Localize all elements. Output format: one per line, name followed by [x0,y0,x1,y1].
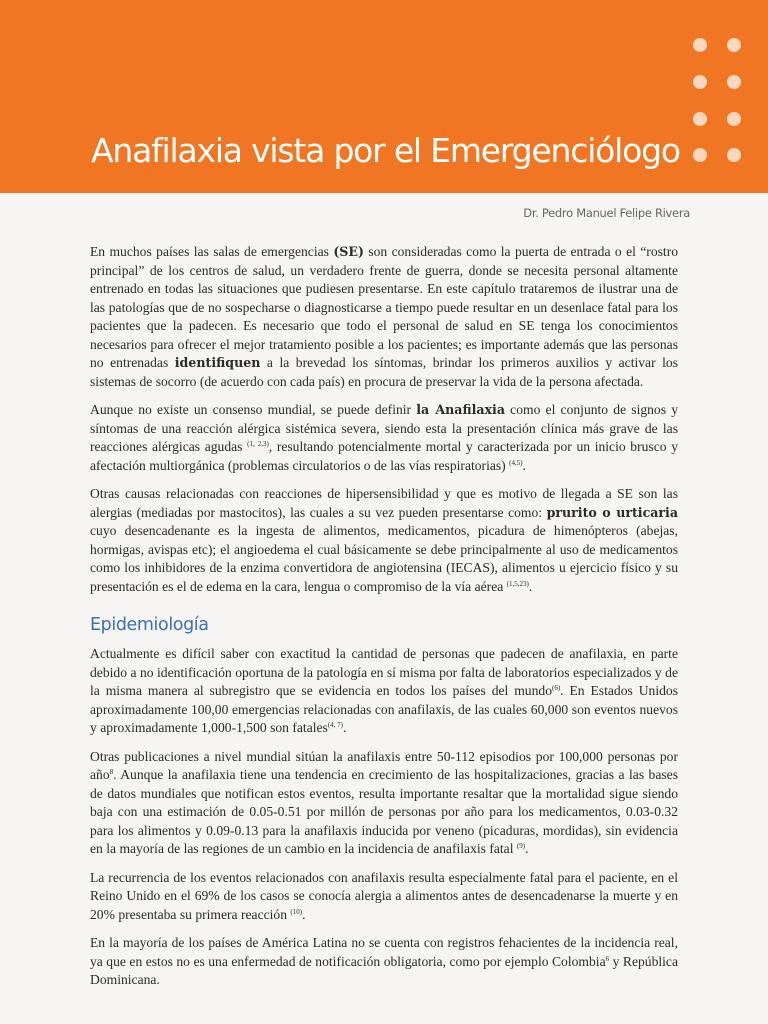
intro-paragraph-2 [90,401,678,475]
text-run: Otras publicaciones a nivel mundial sitúan la anafilaxis entre 50-112 episodios por 100,000 personas por año [90,748,678,782]
bold-term: prurito o urticaria [546,504,678,520]
section-heading-epidemiologia: Epidemiología [90,615,209,635]
header-banner [0,0,768,193]
bold-term: la Anafilaxia [416,402,506,417]
decorative-dot-grid [693,38,743,162]
text-run: . En Estados Unidos aproximadamente 100,00 emergencias relacionadas con anafilaxis, de las cuales 60,000 son eventos nuevos y aproximadamente 1,000-1,500 son fatales [90,683,678,735]
text-run: como el conjunto de signos y síntomas de una reacción alérgica sistémica severa, siendo esta la presentación clínica más grave de las reacciones alérgicas agudas [90,402,678,454]
bold-term: (SE) [333,244,364,259]
bold-term: identifiquen [174,355,261,370]
text-run: En la mayoría de los países de América Latina no se cuenta con registros fehacientes de la incidencia real, ya que en estos no es una enfermedad de notificación obligatoria, como por ejemplo Colombia [90,935,678,969]
text-run: . [343,720,347,735]
text-run: . [522,457,526,473]
citation-ref: (4, 7) [327,721,343,729]
decorative-dot [727,112,741,126]
citation-ref: (10) [290,907,303,916]
intro-paragraph-1 [90,243,678,391]
text-run: cuyo desencadenante es la ingesta de alimentos, medicamentos, picadura de himenópteros (abejas, hormigas, avispas etc); el angioedema el cual básicamente se debe principalmente al uso de medicamentos como los inhibidores de la enzima convertidora de angiotensina (IECAS), alimentos u ejercicio físico y su presentación es el de edema en la cara, lengua o compromiso de la vía aérea [90,523,678,594]
page-title: Anafilaxia vista por el Emergenciólogo [91,131,680,170]
text-run: Actualmente es difícil saber con exactitud la cantidad de personas que padecen de anafilaxia, en parte debido a no identificación oportuna de la patología en sí misma por falta de laboratorios especializados y de la misma manera al subregistro que se evidencia en todos los países del mundo [90,646,678,698]
decorative-dot [693,75,707,89]
intro-paragraph-3 [90,485,678,596]
citation-ref: (4,5) [509,458,523,467]
text-run: . [525,841,529,856]
text-run: . [302,906,306,922]
text-run: a la brevedad los síntomas, brindar los primeros auxilios y activar los sistemas de socorro (de acuerdo con cada país) en procura de preservar la vida de la persona afectada. [90,355,678,389]
text-run: y República Dominicana. [90,953,678,987]
epidemiologia-paragraph-3 [90,869,678,925]
citation-ref: 8 [109,768,114,776]
text-run: . Aunque la anafilaxia tiene una tendencia en crecimiento de las hospitalizaciones, gracias a las bases de datos mundiales que notifican estos eventos, resulta importante resaltar que la mortalidad sigue siendo baja con una estimación de 0.05-0.51 por millón de personas por año para los medicamentos, 0.03-0.32 para los alimentos y 0.09-0.13 para la anafilaxis inducida por veneno (picaduras, mordidas), sin evidencia en la mayoría de las regiones de un cambio en la incidencia de anafilaxis fatal [90,767,678,856]
decorative-dot [693,38,707,52]
citation-ref: (1,5,23) [506,579,529,588]
epidemiologia-paragraph-1 [90,645,678,738]
article-body [90,243,678,1000]
text-run: La recurrencia de los eventos relacionados con anafilaxis resulta especialmente fatal para el paciente, en el Reino Unido en el 69% de los casos se conocía alergia a alimentos antes de desencadenarse la muerte y en 20% presentaba su primera reacción [90,869,678,922]
citation-ref: (9) [516,842,526,850]
decorative-dot [693,112,707,126]
decorative-dot [727,148,741,162]
citation-ref: 6 [605,954,610,963]
decorative-dot [727,38,741,52]
text-run: Otras causas relacionadas con reacciones de hipersensibilidad y que es motivo de llegada a SE son las alergias (mediadas por mastocitos), las cuales a su vez pueden presentarse como: [90,486,678,520]
citation-ref: (6) [552,684,561,692]
decorative-dot [727,75,741,89]
text-run: En muchos países las salas de emergencias [90,244,334,259]
citation-ref: (1, 2,3) [247,440,269,448]
text-run: , resultando potencialmente mortal y caracterizada por un inicio brusco y afectación multiorgánica (problemas circulatorios o de las vías respiratorias) [90,439,678,473]
epidemiologia-paragraph-2 [90,748,678,859]
epidemiologia-paragraph-4 [90,934,678,990]
decorative-dot [693,148,707,162]
author-byline: Dr. Pedro Manuel Felipe Rivera [523,206,690,220]
text-run: . [528,578,533,594]
text-run: Aunque no existe un consenso mundial, se puede definir [90,402,417,417]
text-run: son consideradas como la puerta de entrada o el “rostro principal” de los centros de salud, un verdadero frente de guerra, donde se necesita personal altamente entrenado en todas las situaciones que pudiesen presentarse. En este capítulo trataremos de ilustrar una de las patologías que de no sospecharse o diagnosticarse a tiempo puede resultar en un desenlace fatal para los pacientes que la padecen. Es necesario que todo el personal de salud en SE tenga los conocimientos necesarios para ofrecer el mejor tratamiento posible a los pacientes; es importante además que las personas no entrenadas [90,244,679,370]
